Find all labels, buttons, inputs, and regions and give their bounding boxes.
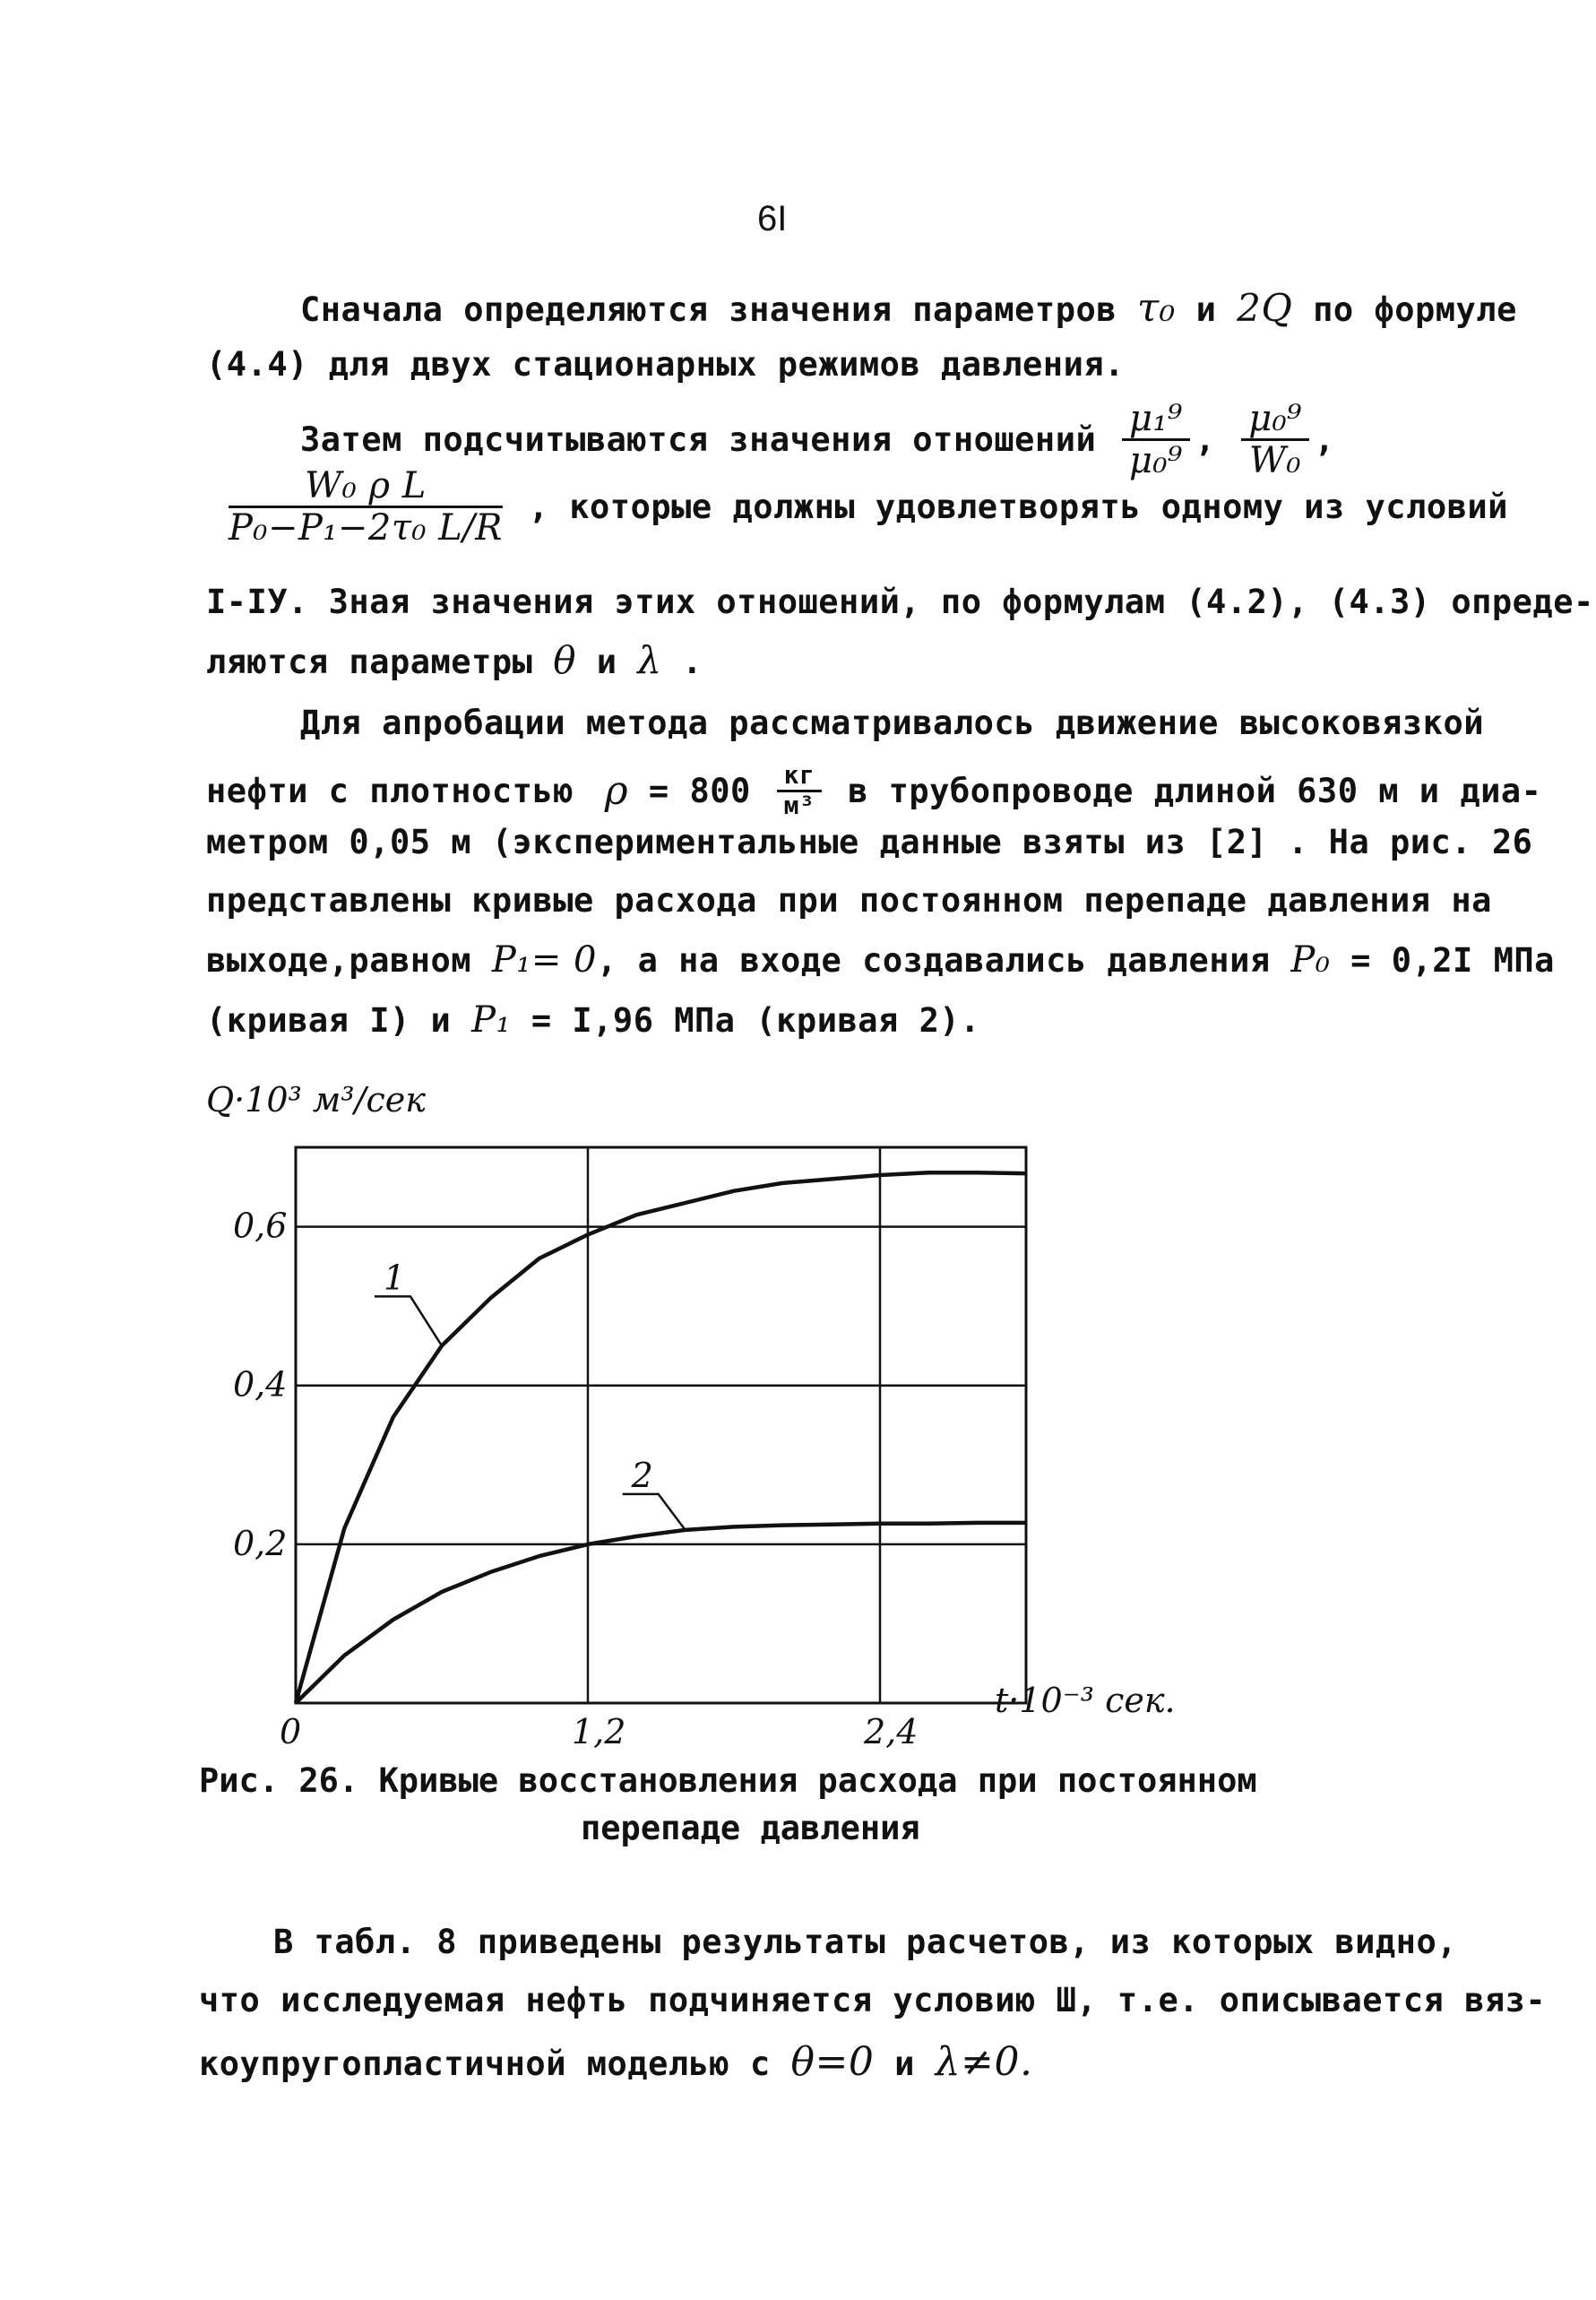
p1-text-a: Сначала определяются значения параметров [300,290,1117,329]
symbol-p1-zero: P₁= 0 [491,939,598,981]
series-leader-line [623,1494,686,1530]
figure-caption-line2: перепаде давления [581,1809,920,1847]
p3-line1: Для апробации метода рассматривалось движение высоковязкой [300,704,1485,742]
p2-line4-and: и [596,643,617,681]
p4-line3-and: и [894,2045,915,2083]
y-axis-label: Q·10³ м³/сек [206,1080,426,1120]
figure-26-chart [179,1067,1201,1748]
fraction-kg-m3 [777,762,823,820]
frac1-denominator: μ₀⁹ [1129,440,1183,481]
y-tick-label: 0,6 [233,1206,288,1246]
symbol-theta: θ [553,638,576,682]
series-labels [375,1258,686,1529]
frac3-numerator: W₀ ρ L [229,466,503,508]
p1-text-b: по формуле [1313,290,1517,329]
x-tick-labels [280,1712,918,1748]
x-axis-label: t·10⁻³ сек. [995,1681,1176,1720]
p2-line4 [206,638,703,682]
p3-line2-text-b: в трубопроводе длиной 630 м и диа- [848,771,1542,810]
figure-caption-line1: Рис. 26. Кривые восстановления расхода при постоянном [199,1761,1257,1800]
p3-line5 [206,939,1555,981]
p1-and: и [1195,290,1217,329]
series-label: 1 [384,1258,406,1298]
unit-numerator: кг [777,762,823,792]
series-label: 2 [631,1455,653,1495]
p3-line6-text-a: (кривая I) и [206,1001,452,1040]
chart-series [296,1172,1026,1703]
fraction-w0rhol [229,466,503,548]
p3-line6-text-b: = I,96 МПа (кривая 2). [531,1001,980,1040]
p4-line2: что исследуемая нефть подчиняется условию Ш, т.е. описывается вяз- [199,1981,1547,2019]
p2-line2 [229,466,1508,548]
p1-line1 [300,285,1517,331]
p3-line5-text-b: , а на входе создавались давления [597,941,1271,980]
p3-line4: представлены кривые расхода при постоянном перепаде давления на [206,881,1492,920]
x-tick-label: 1,2 [572,1712,626,1748]
symbol-2q: 2Q [1237,286,1293,330]
frac2-numerator: μ₀⁹ [1241,399,1309,441]
p1-line2: (4.4) для двух стационарных режимов давления. [206,345,1125,384]
unit-denominator: м³ [783,790,815,820]
p2-line4-text: ляются параметры [206,643,533,681]
p2-line1: Затем подсчитываются значения отношений $\frac{\text{μ₁⁹}}{\text{μ₀⁹}}$ , $\frac{\text{μ₀⁹}}{\text{W₀}}$ , [300,398,1335,481]
x-tick-label: 2,4 [864,1712,919,1748]
y-tick-labels [233,1206,287,1563]
symbol-p1: P₁ [471,999,512,1041]
p2-line3: I-IУ. Зная значения этих отношений, по формулам (4.2), (4.3) опреде- [206,583,1594,621]
p4-line3 [199,2039,1032,2085]
series-curve-1 [296,1172,1026,1703]
page-number: 6I [757,199,788,238]
x-tick-label: 0 [280,1712,302,1748]
symbol-rho: ρ [604,767,629,814]
symbol-p0: P₀ [1290,939,1331,981]
y-tick-label: 0,2 [233,1523,288,1563]
symbol-theta-zero: θ=0 [790,2039,875,2085]
p2-line2-text: , которые должны удовлетворять одному из условий [528,488,1508,526]
y-tick-label: 0,4 [233,1364,288,1405]
p3-line3: метром 0,05 м (экспериментальные данные взяты из [2] . На рис. 26 [206,823,1533,861]
frac3-denominator: P₀−P₁−2τ₀ L/R [229,507,503,549]
series-curve-2 [296,1523,1026,1703]
plot-frame [296,1147,1026,1703]
p3-line2-eq: = 800 [648,771,751,810]
p3-line6 [206,999,980,1041]
symbol-tau0: τ₀ [1136,285,1176,331]
frac2-denominator: W₀ [1248,440,1302,481]
p2-text: Затем подсчитываются значения отношений [300,420,1097,459]
frac1-numerator: μ₁⁹ [1122,399,1190,441]
p3-line2-text-a: нефти с плотностью [206,771,574,810]
symbol-lambda-nonzero: λ≠0. [935,2039,1033,2085]
p3-line5-text-c: = 0,2I МПа [1350,941,1555,980]
chart-grid [296,1147,1026,1703]
p3-line5-text-a: выходе,равном [206,941,472,980]
symbol-lambda: λ [637,638,662,682]
p3-line2 [206,762,1541,820]
p4-line1: В табл. 8 приведены результаты расчетов, из которых видно, [273,1923,1458,1961]
p2-line4-end: . [682,643,703,681]
series-leader-line [375,1296,442,1345]
p4-line3-text: коупругопластичной моделью с [199,2045,771,2083]
